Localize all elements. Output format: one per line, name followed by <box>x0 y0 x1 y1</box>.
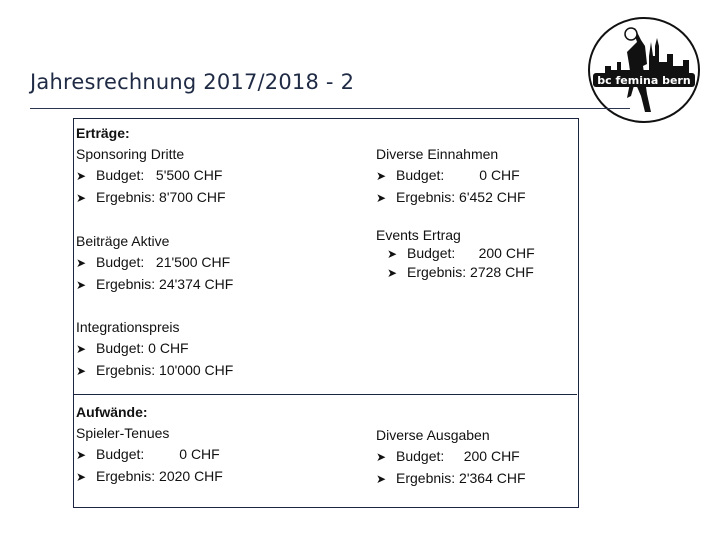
diverse-einnahmen-name: Diverse Einnahmen <box>376 146 499 162</box>
diverse-einnahmen-ergebnis: Ergebnis: 6'452 CHF <box>396 189 526 205</box>
integration-ergebnis: Ergebnis: 10'000 CHF <box>96 362 234 378</box>
integration-budget: Budget: 0 CHF <box>96 340 189 356</box>
block-diverse-ausgaben <box>376 425 526 490</box>
aufwaende-heading: Aufwände: <box>76 404 148 420</box>
diverse-ausgaben-budget: Budget: 200 CHF <box>396 448 520 464</box>
events-ergebnis: Ergebnis: 2728 CHF <box>407 264 534 280</box>
events-name: Events Ertrag <box>376 227 461 243</box>
arrow-icon: ➤ <box>76 448 87 462</box>
diverse-ausgaben-ergebnis: Ergebnis: 2'364 CHF <box>396 470 526 486</box>
block-beitraege <box>76 231 233 296</box>
block-events <box>376 226 535 282</box>
arrow-icon: ➤ <box>76 470 87 484</box>
arrow-icon: ➤ <box>376 191 387 205</box>
arrow-icon: ➤ <box>376 450 387 464</box>
arrow-icon: ➤ <box>76 256 87 270</box>
block-diverse-einnahmen <box>376 144 526 209</box>
arrow-icon: ➤ <box>76 278 87 292</box>
arrow-icon: ➤ <box>387 266 398 280</box>
title-rule <box>30 108 630 109</box>
ertraege-heading: Erträge: <box>76 125 130 141</box>
beitraege-ergebnis: Ergebnis: 24'374 CHF <box>96 276 234 292</box>
sponsoring-name: Sponsoring Dritte <box>76 146 185 162</box>
slide-title: Jahresrechnung 2017/2018 - 2 <box>30 70 355 94</box>
section-divider <box>73 394 577 395</box>
arrow-icon: ➤ <box>76 342 87 356</box>
arrow-icon: ➤ <box>76 191 87 205</box>
integration-name: Integrationspreis <box>76 319 180 335</box>
events-budget: Budget: 200 CHF <box>407 245 535 261</box>
tenues-budget: Budget: 0 CHF <box>96 446 220 462</box>
arrow-icon: ➤ <box>376 472 387 486</box>
diverse-ausgaben-name: Diverse Ausgaben <box>376 427 490 443</box>
arrow-icon: ➤ <box>376 169 387 183</box>
tenues-ergebnis: Ergebnis: 2020 CHF <box>96 468 223 484</box>
arrow-icon: ➤ <box>76 364 87 378</box>
logo-text: bc femina bern <box>597 74 691 87</box>
block-integration <box>76 317 233 382</box>
diverse-einnahmen-budget: Budget: 0 CHF <box>396 167 520 183</box>
block-sponsoring <box>76 123 226 209</box>
sponsoring-ergebnis: Ergebnis: 8'700 CHF <box>96 189 226 205</box>
sponsoring-budget: Budget: 5'500 CHF <box>96 167 223 183</box>
tenues-name: Spieler-Tenues <box>76 425 170 441</box>
beitraege-budget: Budget: 21'500 CHF <box>96 254 231 270</box>
block-tenues <box>76 402 223 488</box>
arrow-icon: ➤ <box>387 247 398 261</box>
beitraege-name: Beiträge Aktive <box>76 233 170 249</box>
arrow-icon: ➤ <box>76 169 87 183</box>
